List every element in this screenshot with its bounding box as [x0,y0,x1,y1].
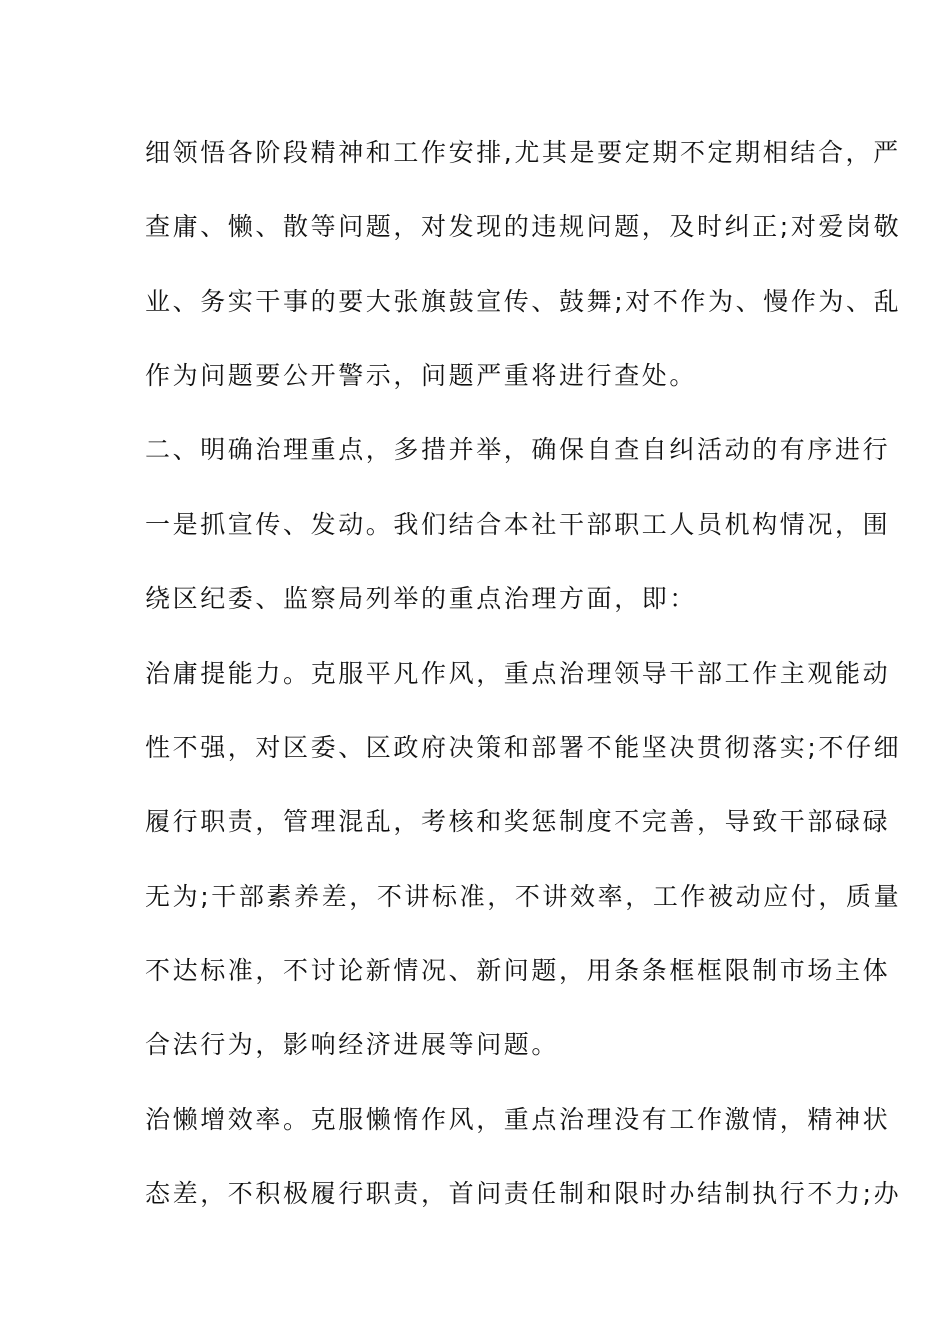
text-line: 不达标准，不讨论新情况、新问题，用条条框框限制市场主体 [145,956,891,985]
text-line: 态差，不积极履行职责，首问责任制和限时办结制执行不力;办 [145,1179,902,1208]
text-line: 作为问题要公开警示，问题严重将进行查处。 [145,361,698,390]
section-heading: 二、明确治理重点，多措并举，确保自查自纠活动的有序进行 [145,435,891,464]
text-line: 性不强，对区委、区政府决策和部署不能坚决贯彻落实;不仔细 [145,733,902,762]
text-line: 业、务实干事的要大张旗鼓宣传、鼓舞;对不作为、慢作为、乱 [145,287,902,316]
text-line: 细领悟各阶段精神和工作安排,尤其是要定期不定期相结合，严 [145,138,901,167]
text-line: 履行职责，管理混乱，考核和奖惩制度不完善，导致干部碌碌 [145,807,891,836]
text-line: 治懒增效率。克服懒惰作风，重点治理没有工作激情，精神状 [145,1105,891,1134]
text-line: 绕区纪委、监察局列举的重点治理方面，即： [145,584,698,613]
text-line: 治庸提能力。克服平凡作风，重点治理领导干部工作主观能动 [145,659,891,688]
text-line: 合法行为，影响经济进展等问题。 [145,1030,560,1059]
text-line: 无为;干部素养差，不讲标准，不讲效率，工作被动应付，质量 [145,882,902,911]
text-line: 一是抓宣传、发动。我们结合本社干部职工人员机构情况，围 [145,510,891,539]
text-line: 查庸、懒、散等问题，对发现的违规问题，及时纠正;对爱岗敬 [145,212,902,241]
